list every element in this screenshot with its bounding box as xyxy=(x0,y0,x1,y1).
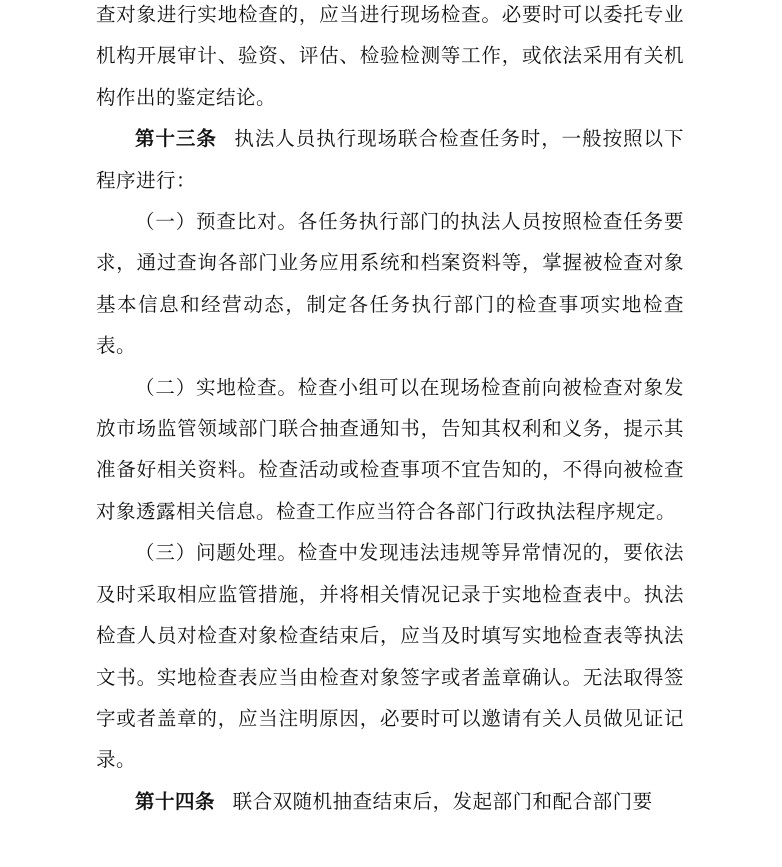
paragraph-text: 联合双随机抽查结束后，发起部门和配合部门要 xyxy=(232,789,653,813)
paragraph-text: 查对象进行实地检查的，应当进行现场检查。必要时可以委托专业机构开展审计、验资、评估、检验检测等工作，或依法采用有关机构作出的鉴定结论。 xyxy=(96,3,684,109)
article-number: 第十三条 xyxy=(135,127,217,151)
paragraph-article-13 xyxy=(96,118,684,201)
paragraph-text: （三）问题处理。检查中发现违法违规等异常情况的，要依法及时采取相应监管措施，并将相关情况记录于实地检查表中。执法检查人员对检查对象检查结束后，应当及时填写实地检查表等执法文书。实地检查表应当由检查对象签字或者盖章确认。无法取得签字或者盖章的，应当注明原因，必要时可以邀请有关人员做见证记录。 xyxy=(96,541,684,772)
paragraph-item-3 xyxy=(96,532,684,780)
paragraph-text: （一）预查比对。各任务执行部门的执法人员按照检查任务要求，通过查询各部门业务应用系统和档案资料等，掌握被检查对象基本信息和经营动态，制定各任务执行部门的检查事项实地检查表。 xyxy=(96,210,684,358)
paragraph-text: 执法人员执行现场联合检查任务时，一般按照以下程序进行： xyxy=(96,127,684,192)
paragraph-article-14 xyxy=(96,781,684,822)
paragraph-item-2 xyxy=(96,367,684,533)
paragraph-item-1 xyxy=(96,201,684,367)
paragraph-continuation xyxy=(96,0,684,118)
document-page xyxy=(96,0,684,822)
paragraph-text: （二）实地检查。检查小组可以在现场检查前向被检查对象发放市场监管领域部门联合抽查通知书，告知其权利和义务，提示其准备好相关资料。检查活动或检查事项不宜告知的，不得向被检查对象透露相关信息。检查工作应当符合各部门行政执法程序规定。 xyxy=(96,375,684,523)
article-number: 第十四条 xyxy=(135,789,216,813)
